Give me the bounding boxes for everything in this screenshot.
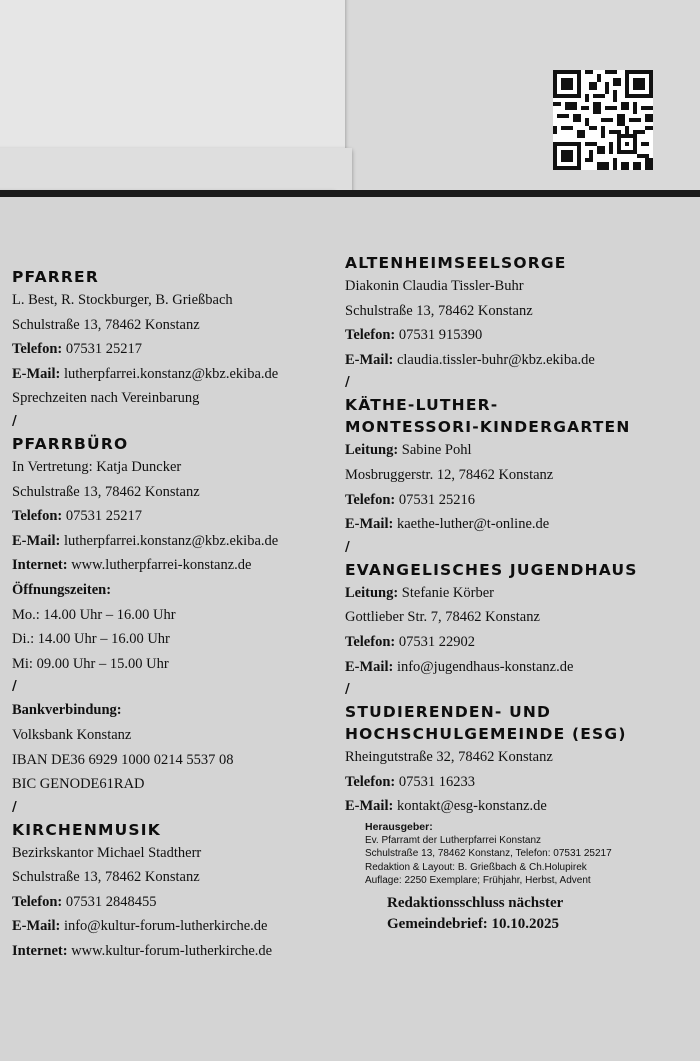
kirchenmusik-name: Bezirkskantor Michael Stadtherr — [12, 844, 202, 861]
impressum-line: Auflage: 2250 Exemplare; Frühjahr, Herbst, Advent — [365, 874, 591, 886]
pfarrer-phone — [12, 337, 347, 362]
altenheim-email — [345, 348, 695, 373]
bank-name: Volksbank Konstanz — [12, 726, 132, 743]
lead-value: Sabine Pohl — [401, 442, 472, 459]
phone-value[interactable]: 07531 16233 — [398, 773, 475, 790]
internet-label: Internet: — [12, 557, 68, 574]
jugendhaus-lead — [345, 581, 695, 606]
internet-label: Internet: — [12, 943, 68, 960]
kindergarten-phone — [345, 488, 695, 513]
deadline-line1: Redaktionsschluss nächster — [387, 894, 564, 911]
phone-value[interactable]: 07531 22902 — [398, 633, 475, 650]
impressum-heading: Herausgeber: — [365, 820, 433, 833]
separator-slash: / — [12, 799, 17, 815]
email-link[interactable]: info@kultur-forum-lutherkirche.de — [63, 918, 268, 935]
opening-hours-monday: Mo.: 14.00 Uhr – 16.00 Uhr — [12, 606, 176, 623]
kindergarten-address: Mosbruggerstr. 12, 78462 Konstanz — [345, 466, 554, 483]
kindergarten-heading-line1: KÄTHE-LUTHER- — [345, 396, 499, 415]
esg-email — [345, 794, 695, 819]
kindergarten-heading-line2: MONTESSORI-KINDERGARTEN — [345, 418, 631, 437]
email-label: E-Mail: — [345, 516, 394, 533]
pfarrbuero-address: Schulstraße 13, 78462 Konstanz — [12, 483, 200, 500]
email-label: E-Mail: — [12, 918, 61, 935]
jugendhaus-email — [345, 655, 695, 680]
phone-label: Telefon: — [12, 341, 63, 358]
esg-heading-line1: STUDIERENDEN- UND — [345, 703, 552, 722]
pfarrbuero-contact: In Vertretung: Katja Duncker — [12, 458, 182, 475]
impressum-line: Redaktion & Layout: B. Grießbach & Ch.Holupirek — [365, 861, 587, 873]
altenheim-heading: ALTENHEIMSEELSORGE — [345, 254, 567, 272]
email-link[interactable]: kontakt@esg-konstanz.de — [396, 798, 547, 815]
pfarrer-names: L. Best, R. Stockburger, B. Grießbach — [12, 292, 233, 308]
phone-value[interactable]: 07531 25216 — [398, 491, 475, 508]
email-link[interactable]: lutherpfarrei.konstanz@kbz.ekiba.de — [63, 365, 279, 382]
phone-label: Telefon: — [345, 633, 396, 650]
kirchenmusik-heading: KIRCHENMUSIK — [12, 820, 161, 839]
lead-label: Leitung: — [345, 584, 399, 601]
bank-heading: Bankverbindung: — [12, 702, 122, 719]
pfarrer-section — [12, 266, 347, 411]
pfarrer-heading: PFARRER — [12, 268, 99, 286]
kirchenmusik-address: Schulstraße 13, 78462 Konstanz — [12, 869, 200, 886]
pfarrbuero-section — [12, 433, 347, 676]
email-link[interactable]: info@jugendhaus-konstanz.de — [396, 658, 574, 675]
esg-section — [345, 701, 695, 819]
impressum-line: Schulstraße 13, 78462 Konstanz, Telefon: 07531 25217 — [365, 848, 612, 860]
pfarrbuero-phone — [12, 504, 347, 529]
phone-label: Telefon: — [12, 893, 63, 910]
email-label: E-Mail: — [345, 658, 394, 675]
pfarrer-note: Sprechzeiten nach Vereinbarung — [12, 390, 200, 407]
envelope-middle — [0, 148, 352, 192]
kindergarten-lead — [345, 438, 695, 463]
lead-label: Leitung: — [345, 442, 399, 459]
altenheim-name: Diakonin Claudia Tissler-Buhr — [345, 278, 524, 294]
kirchenmusik-phone — [12, 890, 347, 915]
phone-label: Telefon: — [345, 491, 396, 508]
right-column — [345, 252, 695, 935]
kirchenmusik-email — [12, 914, 347, 939]
website-link[interactable]: www.kultur-forum-lutherkirche.de — [71, 943, 273, 960]
email-label: E-Mail: — [345, 351, 394, 368]
email-label: E-Mail: — [12, 365, 61, 382]
email-label: E-Mail: — [12, 532, 61, 549]
envelope-top — [0, 0, 345, 150]
esg-heading-line2: HOCHSCHULGEMEINDE (ESG) — [345, 725, 627, 744]
email-link[interactable]: kaethe-luther@t-online.de — [396, 516, 550, 533]
email-label: E-Mail: — [345, 798, 394, 815]
jugendhaus-address: Gottlieber Str. 7, 78462 Konstanz — [345, 609, 540, 626]
pfarrbuero-internet — [12, 553, 347, 578]
opening-hours-wednesday: Mi: 09.00 Uhr – 15.00 Uhr — [12, 655, 169, 672]
separator-slash: / — [345, 375, 350, 391]
phone-label: Telefon: — [345, 327, 396, 344]
impressum-line: Ev. Pfarramt der Lutherpfarrei Konstanz — [365, 835, 542, 847]
esg-phone — [345, 770, 695, 795]
website-link[interactable]: www.lutherpfarrei-konstanz.de — [71, 557, 252, 574]
jugendhaus-phone — [345, 630, 695, 655]
phone-value[interactable]: 07531 915390 — [398, 327, 483, 344]
email-link[interactable]: lutherpfarrei.konstanz@kbz.ekiba.de — [63, 532, 279, 549]
separator-slash: / — [345, 682, 350, 698]
phone-value[interactable]: 07531 25217 — [65, 508, 142, 525]
impressum-section — [365, 821, 695, 887]
bank-bic: BIC GENODE61RAD — [12, 776, 145, 793]
altenheim-section — [345, 252, 695, 372]
kirchenmusik-internet — [12, 939, 347, 964]
kirchenmusik-section — [12, 819, 347, 964]
email-link[interactable]: claudia.tissler-buhr@kbz.ekiba.de — [396, 351, 595, 368]
phone-value[interactable]: 07531 2848455 — [65, 893, 157, 910]
jugendhaus-section — [345, 559, 695, 679]
lead-value: Stefanie Körber — [401, 584, 494, 601]
bank-section — [12, 698, 347, 796]
jugendhaus-heading: EVANGELISCHES JUGENDHAUS — [345, 560, 638, 579]
left-column — [12, 266, 347, 964]
deadline-section — [387, 893, 695, 935]
kindergarten-section — [345, 394, 695, 536]
pfarrer-email — [12, 362, 347, 387]
altenheim-address: Schulstraße 13, 78462 Konstanz — [345, 302, 533, 319]
phone-value[interactable]: 07531 25217 — [65, 341, 142, 358]
qr-code-icon[interactable] — [553, 70, 653, 170]
phone-label: Telefon: — [12, 508, 63, 525]
separator-slash: / — [12, 413, 17, 429]
pfarrbuero-email — [12, 529, 347, 554]
separator-slash: / — [345, 539, 350, 555]
phone-label: Telefon: — [345, 773, 396, 790]
opening-hours-label: Öffnungszeiten: — [12, 581, 112, 598]
bank-iban: IBAN DE36 6929 1000 0214 5537 08 — [12, 751, 234, 768]
kindergarten-email — [345, 512, 695, 537]
esg-address: Rheingutstraße 32, 78462 Konstanz — [345, 749, 553, 766]
separator-slash: / — [12, 679, 17, 695]
altenheim-phone — [345, 323, 695, 348]
opening-hours-tuesday: Di.: 14.00 Uhr – 16.00 Uhr — [12, 631, 170, 648]
deadline-line2: Gemeindebrief: 10.10.2025 — [387, 915, 560, 932]
pfarrbuero-heading: PFARRBÜRO — [12, 434, 129, 453]
pfarrer-address: Schulstraße 13, 78462 Konstanz — [12, 316, 200, 333]
